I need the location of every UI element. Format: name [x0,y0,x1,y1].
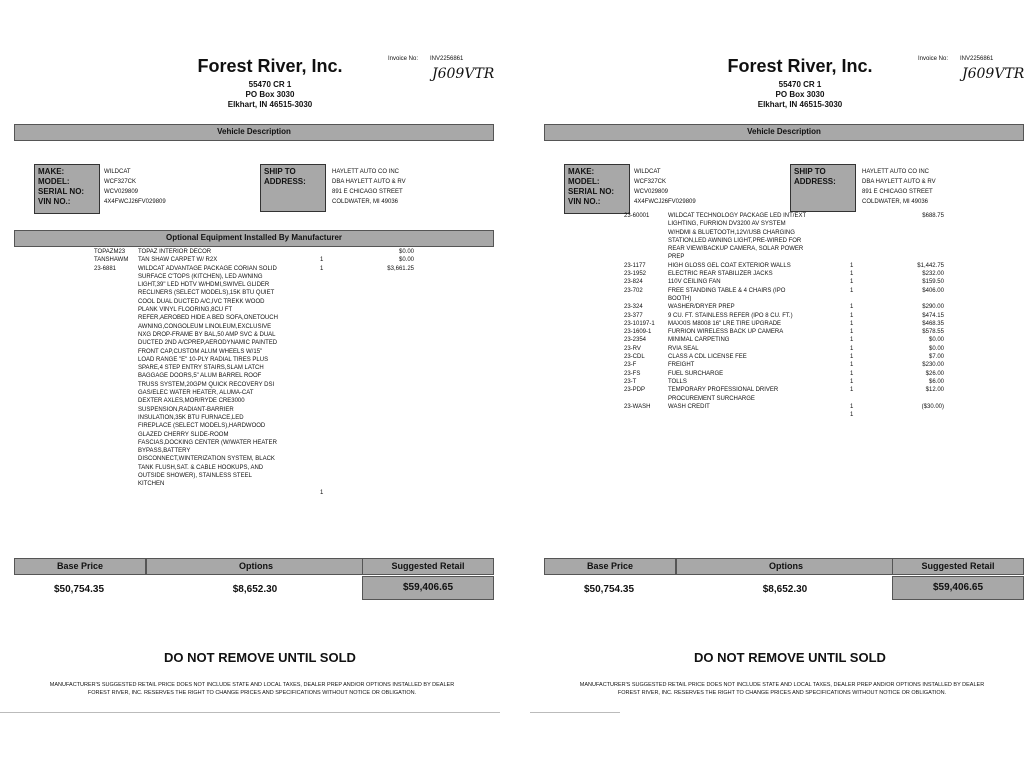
options-header: Options [676,558,896,575]
item-quantity: 1 [850,354,854,361]
suggested-retail-value: $59,406.65 [362,576,494,600]
item-description: HIGH GLOSS GEL COAT EXTERIOR WALLS [668,262,791,269]
item-price: $0.00 [398,249,414,255]
right-equipment-list [624,212,944,419]
item-price: $290.00 [922,304,944,311]
do-not-remove-notice: DO NOT REMOVE UNTIL SOLD [694,650,886,665]
item-price: $0.00 [928,345,944,352]
ship-to-line: HAYLETT AUTO CO INC [332,169,400,175]
model-value: WCF327CK [634,179,667,185]
suggested-retail-value: $59,406.65 [892,576,1024,600]
ship-to-line: DBA HAYLETT AUTO & RV [332,179,406,185]
vehicle-labels-box [564,164,630,214]
window-sticker-right [540,0,1024,768]
item-quantity: 1 [850,262,854,269]
vehicle-description-bar: Vehicle Description [14,124,494,141]
invoice-number: INV2256861 [430,56,464,62]
item-price: $578.55 [922,329,944,336]
item-code: 23-WASH [624,403,651,410]
item-code: 23-FS [624,370,641,377]
base-price-header: Base Price [544,558,676,575]
divider [530,712,620,713]
vehicle-values [104,167,166,207]
item-description: WASHER/DRYER PREP [668,304,735,311]
options-value: $8,652.30 [232,584,278,595]
left-equipment-list [94,248,414,496]
item-price: $474.15 [922,312,944,319]
ship-to-line: HAYLETT AUTO CO INC [862,169,930,175]
item-description: MINIMAL CARPETING [668,337,730,344]
item-quantity: 1 [320,489,324,496]
item-quantity: 1 [850,337,854,344]
item-code: 23-60001 [624,213,650,219]
item-code: 23-10197-1 [624,320,655,327]
item-description: MAXXIS M8008 16" LRE TIRE UPGRADE [668,320,782,327]
address-line-1: 55470 CR 1 [248,80,292,89]
model-label: MODEL: [38,177,70,186]
item-quantity: 1 [850,304,854,311]
make-label: MAKE: [38,167,65,176]
item-description: WASH CREDIT [668,403,710,410]
vehicle-labels-box [34,164,100,214]
do-not-remove-notice: DO NOT REMOVE UNTIL SOLD [164,650,356,665]
disclaimer-line-2: FOREST RIVER, INC. RESERVES THE RIGHT TO CHANGE PRICES AND SPECIFICATIONS WITHOUT NOTICE OR OBLIGATION. [87,690,417,696]
divider [0,712,500,713]
address-label: ADDRESS: [794,177,836,186]
vin-value: 4X4FWCJ26FV029809 [634,199,696,205]
item-code: 23-824 [624,279,643,286]
ship-to-address [862,167,936,207]
options-header: Options [146,558,366,575]
item-quantity: 1 [850,378,854,385]
handwritten-signature: J609VTR [432,66,495,82]
invoice-number: INV2256861 [960,56,994,62]
model-value: WCF327CK [104,179,137,185]
item-code: 23-F [624,362,637,369]
item-quantity: 1 [850,329,854,336]
item-quantity: 1 [850,412,854,419]
base-price-header: Base Price [14,558,146,575]
item-description: ELECTRIC REAR STABILIZER JACKS [668,271,773,278]
item-price: $232.00 [922,271,944,278]
item-code: 23-702 [624,287,643,294]
item-quantity: 1 [850,312,854,319]
serial-label: SERIAL NO: [38,187,85,196]
item-description: WILDCAT ADVANTAGE PACKAGE CORIAN SOLID SURFACE C'TOPS (KITCHEN), LED AWNING LIGHT,39" LED HDTV W/HDMI,SWIVEL GLIDER RECLINERS (SELECT MODELS),15K BTU QUIET COOL DUAL DUCTED A/C,IVC TREKK WOOD PLANK VINYL FLOORING,8CU FT REFER,AEROBED HIDE A BED SOFA,ONETOUCH AWNING,CONGOLEUM LINOLEUM,EXCLUSIVE NXG DROP-FRAME BY BAL,50 AMP SVC & DUAL DUCTED 2ND A/CPREP,AERODYNAMIC PAINTED FRONT CAP,CUSTOM ALUM WHEELS W/15" LOAD RANGE "E" 10-PLY RADIAL TIRES PLUS SPARE,4 STEP ENTRY STAIRS,SLAM LATCH BAGGAGE DOORS,5" ALUM BARREL ROOF TRUSS SYSTEM,20GPM QUICK RECOVERY DSI GAS/ELEC WATER HEATER, ALUMA-CAT DEXTER AXLES,MOR/RYDE CRE3000 SUSPENSION,RADIANT-BARRIER INSULATION,35K BTU FURNACE,LED FIREPLACE (SELECT MODELS),HARDWOOD GLAZED CHERRY SLIDE-ROOM FASCIAS,DOCKING CENTER (W/WATER HEATER BYPASS,BATTERY DISCONNECT,WINTERIZATION SYSTEM, BLACK TANK FLUSH,SAT. & CABLE HOOKUPS, AND OUTSIDE SHOWER), STAINLESS STEEL KITCHEN [138,265,278,488]
ship-to-line: COLDWATER, MI 49036 [332,199,399,205]
item-quantity: 1 [850,287,854,294]
ship-to-label: SHIP TO [794,167,826,176]
item-quantity: 1 [850,370,854,377]
disclaimer-line-1: MANUFACTURER'S SUGGESTED RETAIL PRICE DOES NOT INCLUDE STATE AND LOCAL TAXES, DEALER PREP AND/OR OPTIONS INSTALLED BY DEALER [579,682,985,688]
item-description: TOPAZ INTERIOR DECOR [138,249,212,255]
ship-to-label: SHIP TO [264,167,296,176]
item-price: $6.00 [928,378,944,385]
ship-to-line: DBA HAYLETT AUTO & RV [862,179,936,185]
item-code: 23-377 [624,312,643,319]
item-description: TOLLS [668,378,687,385]
vin-value: 4X4FWCJ26FV029809 [104,199,166,205]
item-code: 23-6881 [94,265,117,272]
item-description: TEMPORARY PROFESSIONAL DRIVER PROCUREMENT SURCHARGE [668,387,779,402]
disclaimer-line-1: MANUFACTURER'S SUGGESTED RETAIL PRICE DOES NOT INCLUDE STATE AND LOCAL TAXES, DEALER PREP AND/OR OPTIONS INSTALLED BY DEALER [49,682,455,688]
item-quantity: 1 [850,279,854,286]
item-description: FREE STANDING TABLE & 4 CHAIRS (IPO BOOTH) [668,287,786,302]
equipment-item [624,403,944,419]
invoice-label: Invoice No: [388,56,419,62]
item-description: CLASS A CDL LICENSE FEE [668,354,747,361]
ship-to-line: COLDWATER, MI 49036 [862,199,929,205]
item-quantity: 1 [850,345,854,352]
address-line-2: PO Box 3030 [775,90,825,99]
item-quantity: 1 [850,271,854,278]
base-price-value: $50,754.35 [583,584,635,595]
make-label: MAKE: [568,167,595,176]
item-quantity: 1 [320,257,324,264]
base-price-value: $50,754.35 [53,584,105,595]
address-line-3: Elkhart, IN 46515-3030 [757,100,843,109]
item-code: 23-CDL [624,354,645,361]
item-code: 23-1952 [624,271,647,278]
item-quantity: 1 [850,320,854,327]
item-price: $0.00 [928,337,944,344]
item-code: 23-1177 [624,262,646,269]
ship-to-label-box [260,164,326,212]
vin-label: VIN NO.: [568,197,601,206]
item-price: $12.00 [925,387,944,394]
item-price: $26.00 [925,370,944,377]
vehicle-values [634,167,696,207]
item-price: $688.75 [922,213,944,219]
vehicle-description-bar: Vehicle Description [544,124,1024,141]
item-code: 23-RV [624,345,641,352]
item-description: WILDCAT TECHNOLOGY PACKAGE LED INT/EXT LIGHTING, FURRION DV3200 AV SYSTEM W/HDMI & BLUETOOTH,12V/USB CHARGING STATION,LED AWNING LIGHT,PRE-WIRED FOR REAR VIEW/BACKUP CAMERA, SOLAR POWER PREP [668,213,807,261]
item-quantity: 1 [320,265,324,272]
item-description: FREIGHT [668,362,695,369]
item-description: 110V CEILING FAN [668,279,721,286]
item-price: $468.35 [922,320,944,327]
serial-value: WCV029809 [104,189,139,195]
model-label: MODEL: [568,177,600,186]
handwritten-signature: J609VTR [962,66,1024,82]
item-price: ($30.00) [921,403,944,410]
item-code: 23-1609-1 [624,329,652,336]
ship-to-line: 891 E CHICAGO STREET [332,189,403,195]
address-line-1: 55470 CR 1 [778,80,822,89]
make-value: WILDCAT [634,169,661,175]
item-code: TOPAZM23 [94,249,126,255]
company-name: Forest River, Inc. [727,56,873,76]
item-quantity: 1 [850,403,854,410]
item-quantity: 1 [850,387,854,394]
make-value: WILDCAT [104,169,131,175]
item-price: $7.00 [928,354,944,361]
ship-to-label-box [790,164,856,212]
item-description: FUEL SURCHARGE [668,370,724,377]
item-price: $3,661.25 [387,265,414,272]
item-description: FURRION WIRELESS BACK UP CAMERA [668,329,784,336]
address-line-3: Elkhart, IN 46515-3030 [227,100,313,109]
item-code: TANSHAWM [94,257,129,264]
item-price: $0.00 [398,257,414,264]
ship-to-line: 891 E CHICAGO STREET [862,189,933,195]
item-code: 23-PDP [624,387,646,394]
item-price: $159.50 [922,279,944,286]
serial-value: WCV029809 [634,189,669,195]
item-code: 23-324 [624,304,643,311]
item-price: $1,442.75 [917,262,944,269]
item-code: 23-2354 [624,337,647,344]
window-sticker-left [10,0,510,768]
item-price: $230.00 [922,362,944,369]
item-code: 23-T [624,378,637,385]
options-value: $8,652.30 [762,584,808,595]
vin-label: VIN NO.: [38,197,71,206]
company-name: Forest River, Inc. [197,56,343,76]
item-description: 9 CU. FT. STAINLESS REFER (IPO 8 CU. FT.) [668,312,793,319]
optional-equipment-bar: Optional Equipment Installed By Manufacturer [14,230,494,247]
invoice-label: Invoice No: [918,56,949,62]
item-price: $406.00 [922,287,944,294]
equipment-item [94,265,414,496]
item-description: TAN SHAW CARPET W/ R2X [138,257,218,264]
suggested-retail-header: Suggested Retail [892,558,1024,575]
item-quantity: 1 [850,362,854,369]
suggested-retail-header: Suggested Retail [362,558,494,575]
address-label: ADDRESS: [264,177,306,186]
address-line-2: PO Box 3030 [245,90,295,99]
disclaimer-line-2: FOREST RIVER, INC. RESERVES THE RIGHT TO CHANGE PRICES AND SPECIFICATIONS WITHOUT NOTICE OR OBLIGATION. [617,690,947,696]
ship-to-address [332,167,406,207]
serial-label: SERIAL NO: [568,187,615,196]
item-description: RVIA SEAL [668,345,699,352]
